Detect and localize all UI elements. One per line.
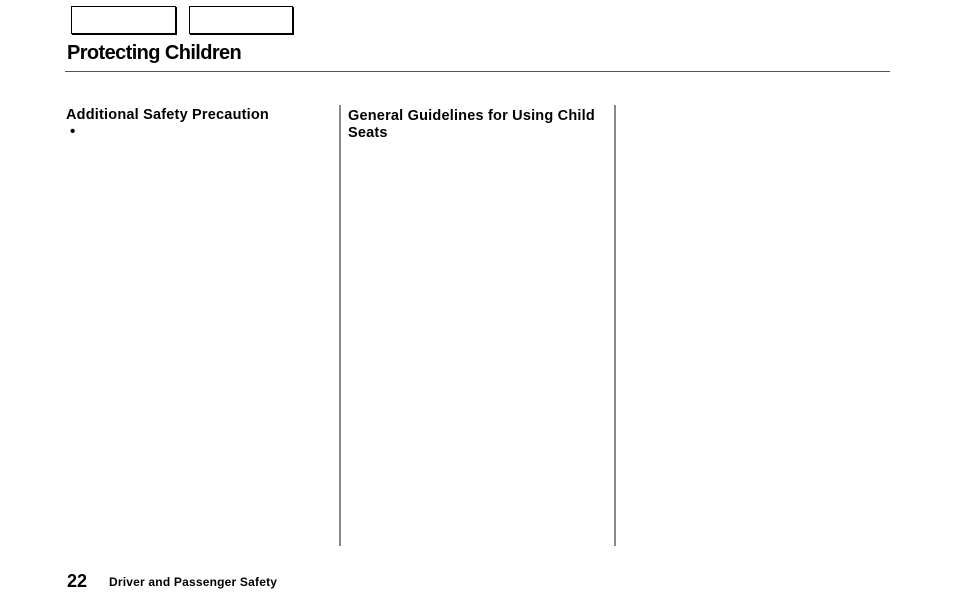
left-column-heading: Additional Safety Precaution bbox=[66, 107, 269, 123]
bullet-point: • bbox=[70, 123, 76, 140]
title-divider bbox=[65, 71, 890, 72]
page-number: 22 bbox=[67, 571, 88, 591]
column-divider-right bbox=[614, 105, 616, 546]
nav-tab-box-2[interactable] bbox=[189, 6, 293, 34]
nav-tab-box-1[interactable] bbox=[71, 6, 176, 34]
footer-section-title: Driver and Passenger Safety bbox=[109, 575, 278, 589]
column-divider-left bbox=[339, 105, 341, 546]
middle-column-heading: General Guidelines for Using Child Seats bbox=[348, 108, 595, 141]
page-title: Protecting Children bbox=[67, 42, 242, 64]
